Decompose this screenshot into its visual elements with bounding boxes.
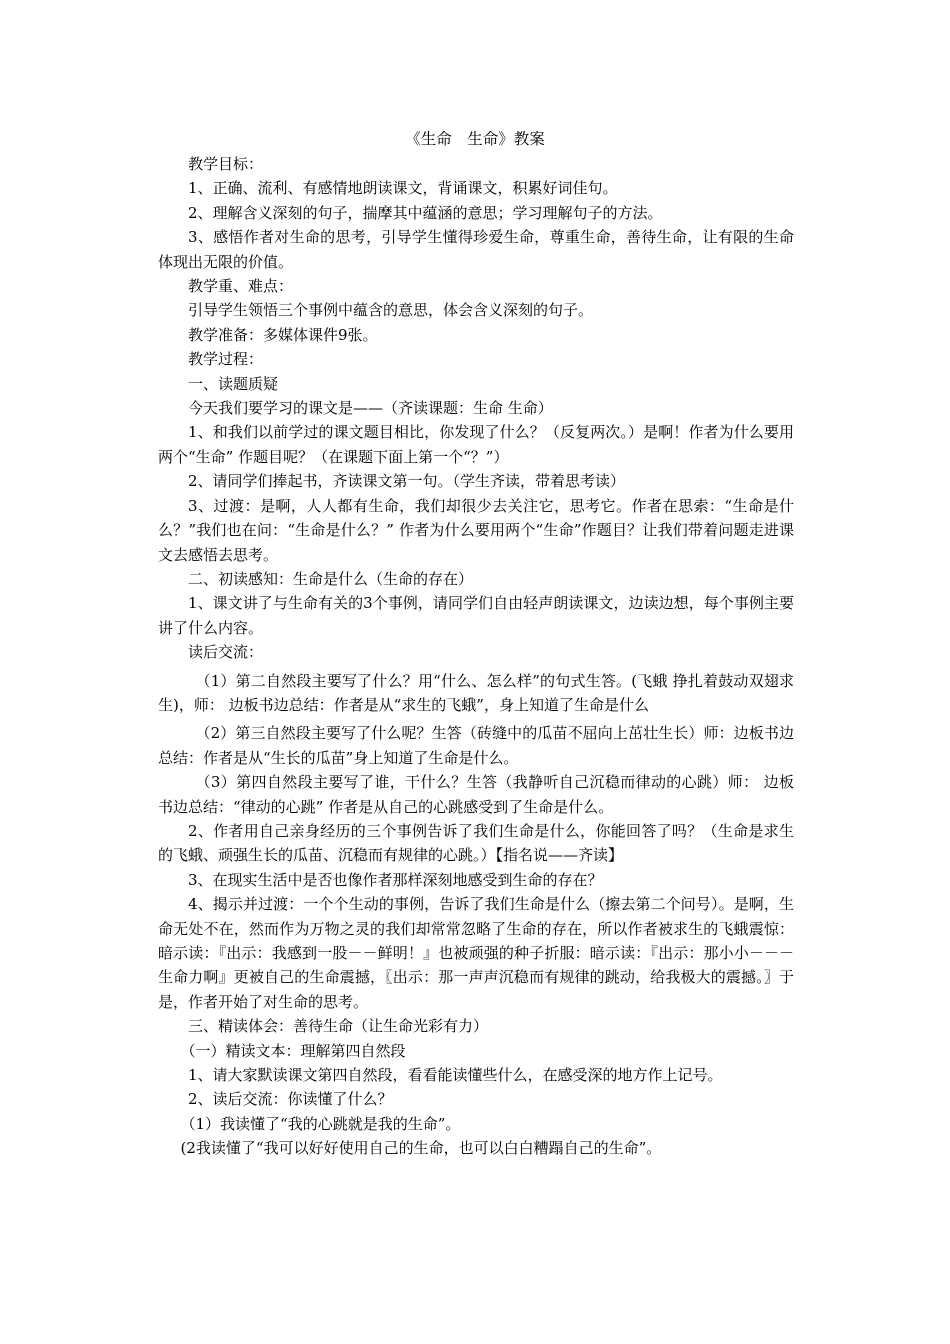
objective-2: 2、理解含义深刻的句子，揣摩其中蕴涵的意思；学习理解句子的方法。 [188, 203, 663, 222]
paragraph: 1、课文讲了与生命有关的3个事例，请同学们自由轻声朗读课文，边读边想，每个事例主要讲了什么内容。 [158, 594, 794, 637]
paragraph: 1、和我们以前学过的课文题目相比，你发现了什么？（反复两次。）是啊！作者为什么要用两个“生命” 作题目呢？（在课题下面上第一个“？”） [158, 423, 794, 466]
paragraph: 今天我们要学习的课文是——（齐读课题：生命 生命） [188, 399, 553, 418]
paragraph: (2我读懂了“我可以好好使用自己的生命，也可以白白糟蹋自己的生命”。 [180, 1139, 662, 1158]
paragraph: 3、过渡：是啊，人人都有生命，我们却很少去关注它，思考它。作者在思索：“生命是什么？”我们也在问：“生命是什么？” 作者为什么要用两个“生命”作题目？让我们带着问题走进课文去感悟去思考。 [158, 496, 794, 564]
paragraph: （1）我读懂了“我的心跳就是我的生命”。 [180, 1114, 461, 1133]
part-3-heading: 三、精读体会：善待生命（让生命光彩有力） [188, 1017, 489, 1036]
part-1-heading: 一、读题质疑 [188, 374, 279, 393]
paragraph: 读后交流： [188, 643, 264, 662]
key-points-text: 引导学生领悟三个事例中蕴含的意思，体会含义深刻的句子。 [188, 301, 594, 320]
objective-1: 1、正确、流利、有感情地朗读课文，背诵课文，积累好词佳句。 [188, 179, 618, 198]
subsection-heading: （一）精读文本：理解第四自然段 [180, 1041, 406, 1060]
paragraph: 1、请大家默读课文第四自然段，看看能读懂些什么，在感受深的地方作上记号。 [188, 1066, 723, 1085]
document-title: 《生命 生命》教案 [405, 130, 545, 148]
section-heading-objectives: 教学目标： [188, 155, 264, 173]
paragraph: （3）第四自然段主要写了谁，干什么？生答（我静听自己沉稳而律动的心跳）师： 边板书边总结：“律动的心跳” 作者是从自己的心跳感受到了生命是什么。 [158, 773, 794, 816]
paragraph: 2、作者用自己亲身经历的三个事例告诉了我们生命是什么，你能回答了吗？（生命是求生的飞蛾、顽强生长的瓜苗、沉稳而有规律的心跳。）【指名说——齐读】 [158, 821, 794, 865]
paragraph: （1）第二自然段主要写了什么？用“什么、怎么样”的句式生答。(飞蛾 挣扎着鼓动双翅求生)，师： 边板书边总结：作者是从“求生的飞蛾”，身上知道了生命是什么 [158, 671, 794, 714]
paragraph: 2、读后交流：你读懂了什么？ [188, 1090, 393, 1109]
paragraph: 4、揭示并过渡：一个个生动的事例，告诉了我们生命是什么（擦去第二个问号）。是啊，生命无处不在，然而作为万物之灵的我们却常常忽略了生命的存在，所以作者被求生的飞蛾震惊：暗示读：『出示：我感到一股－－鲜明！』也被顽强的种子折服：暗示读：『出示：那小小－－－生命力啊』更被自己的生命震撼，〖出示：那一声声沉稳而有规律的跳动，给我极大的震撼。〗于是，作者开始了对生命的思考。 [158, 895, 794, 1011]
section-heading-key-points: 教学重、难点： [188, 277, 294, 296]
document-body [158, 152, 794, 1161]
paragraph: 3、在现实生活中是否也像作者那样深刻地感受到生命的存在？ [188, 870, 603, 889]
part-2-heading: 二、初读感知：生命是什么（生命的存在） [188, 569, 474, 588]
objective-3: 3、感悟作者对生命的思考，引导学生懂得珍爱生命，尊重生命，善待生命，让有限的生命体现出无限的价值。 [158, 228, 794, 271]
preparation-text: 教学准备：多媒体课件9张。 [188, 325, 378, 344]
section-heading-process: 教学过程： [188, 350, 264, 369]
paragraph: 2、请同学们捧起书，齐读课文第一句。（学生齐读，带着思考读） [188, 472, 626, 491]
paragraph: （2）第三自然段主要写了什么呢？生答（砖缝中的瓜苗不屈向上茁壮生长）师：边板书边总结：作者是从“生长的瓜苗”身上知道了生命是什么。 [158, 724, 794, 767]
